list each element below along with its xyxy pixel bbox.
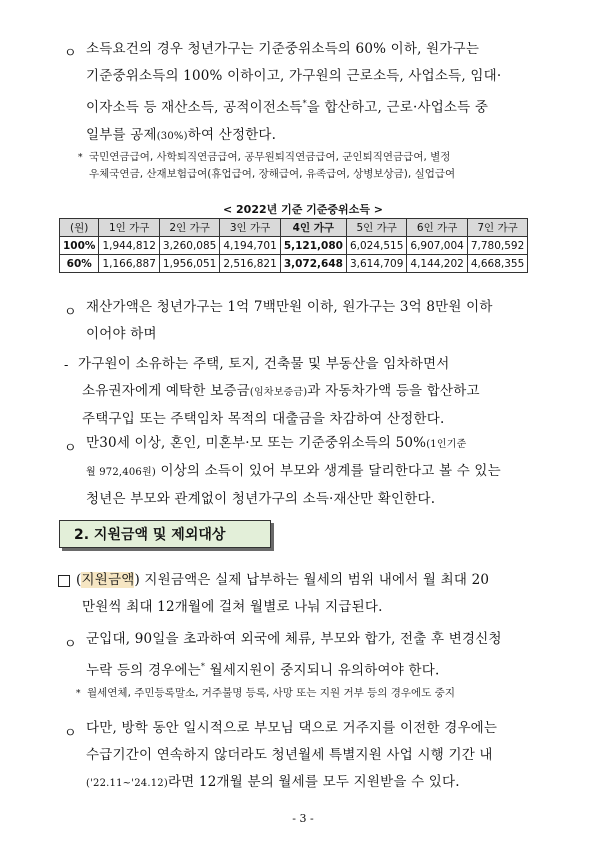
text-line: 기준중위소득의 100% 이하이고, 가구원의 근로소득, 사업소득, 임대· [86,68,502,84]
support-amount-tag: 지원금액 [81,572,135,588]
bullet-circle: ㅇ [64,441,77,456]
support-amount-paragraph: (지원금액) 지원금액은 실제 납부하는 월세의 범위 내에서 월 최대 20 만원씩 최대 12개월에 걸쳐 월별로 나눠 지급된다. [76,572,490,615]
table-row [60,237,528,255]
table-row [60,255,528,273]
text-line: 소득요건의 경우 청년가구는 기준중위소득의 60% 이하, 원가구는 [86,41,480,57]
vacation-exception-paragraph: 다만, 방학 동안 일시적으로 부모님 댁으로 거주지를 이전한 경우에는 수급기간이 연속하지 않더라도 청년월세 특별지원 사업 시행 기간 내 ('22.11~'24.12)라면 12개월 분의 월세를 모두 지원받을 수 있다. [86,720,498,790]
table-cell: 3,614,709 [346,255,406,273]
header-cell: 5인 가구 [346,219,406,237]
bullet-dash: - [64,358,69,373]
footnote-star: * [78,153,83,163]
text-line: 일부를 공제(30%)하여 산정한다. [86,126,277,143]
header-cell: (원) [60,219,99,237]
text-line: 이자소득 등 재산소득, 공적이전소득*을 합산하고, 근로·사업소득 중 [86,99,489,116]
bullet-circle: ㅇ [64,46,77,61]
asset-calculation-paragraph: 가구원이 소유하는 주택, 토지, 건축물 및 부동산을 임차하면서 소유권자에게 예탁한 보증금(임차보증금)과 자동차가액 등을 합산하고 주택구입 또는 주택임차 목적의 대출금을 차감하여 산정한다. [78,356,480,427]
independent-youth-paragraph: 만30세 이상, 혼인, 미혼부·모 또는 기준중위소득의 50%(1인기준 월 972,406원) 이상의 소득이 있어 부모와 생계를 달리한다고 볼 수 있는 청년은 부모와 관계없이 청년가구의 소득·재산만 확인한다. [86,435,501,507]
table-cell: 1,166,887 [99,255,159,273]
table-cell: 4,144,202 [407,255,467,273]
table-cell: 6,907,004 [407,237,467,255]
header-cell: 2인 가구 [159,219,219,237]
footnote-star: * [76,689,81,699]
table-cell: 1,944,812 [99,237,159,255]
header-cell: 7인 가구 [467,219,527,237]
table-cell: 3,260,085 [159,237,219,255]
table-cell: 4,668,355 [467,255,527,273]
row-label: 60% [60,255,99,273]
table-cell: 1,956,051 [159,255,219,273]
section-heading: 2. 지원금액 및 제외대상 [59,520,271,548]
table-cell: 3,072,648 [280,255,346,273]
asset-criteria-paragraph: 재산가액은 청년가구는 1억 7백만원 이하, 원가구는 3억 8만원 이하 이어야 하며 [86,299,493,342]
table-cell: 4,194,701 [220,237,280,255]
header-cell: 6인 가구 [407,219,467,237]
header-cell: 3인 가구 [220,219,280,237]
table-cell: 2,516,821 [220,255,280,273]
table-cell: 6,024,515 [346,237,406,255]
checkbox-square-icon [58,575,70,587]
bullet-circle: ㅇ [64,637,77,652]
suspension-paragraph: 군입대, 90일을 초과하여 외국에 체류, 부모와 합가, 전출 후 변경신청 누락 등의 경우에는* 월세지원이 중지되니 유의하여야 한다. [86,631,502,679]
table-cell: 5,121,080 [280,237,346,255]
page-number: - 3 - [292,812,314,825]
bullet-circle: ㅇ [64,726,77,741]
public-transfer-income-note: 국민연금급여, 사학퇴직연금급여, 공무원퇴직연금급여, 군인퇴직연금급여, 별정 우체국연금, 산재보험급여(휴업급여, 장해급여, 유족급여, 상병보상금), 실업급여 [89,151,456,180]
row-label: 100% [60,237,99,255]
income-criteria-paragraph [86,36,501,150]
suspension-note: 월세연체, 주민등록말소, 거주불명 등록, 사망 또는 지원 거부 등의 경우에도 중지 [87,687,455,699]
header-cell: 1인 가구 [99,219,159,237]
table-cell: 7,780,592 [467,237,527,255]
header-cell: 4인 가구 [280,219,346,237]
median-income-table [59,218,528,273]
table-caption: < 2022년 기준 기준중위소득 > [222,203,383,216]
bullet-circle: ㅇ [64,305,77,320]
table-header-row [60,219,528,237]
